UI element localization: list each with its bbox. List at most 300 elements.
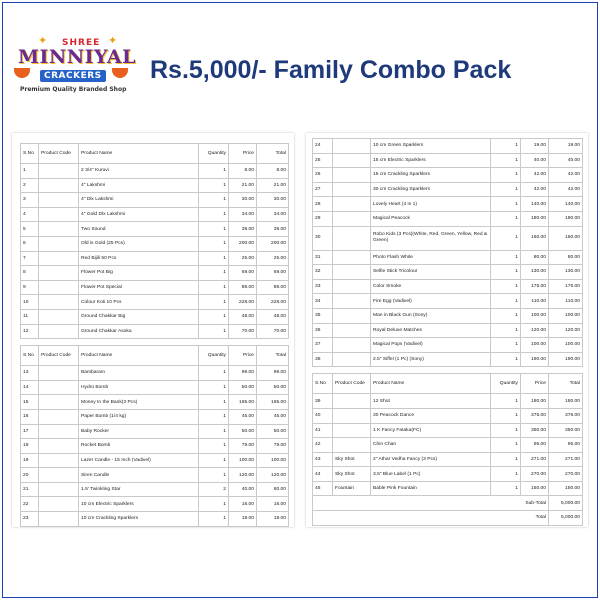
cell-sno: 34	[313, 294, 333, 309]
col-qty: Quantity	[199, 144, 229, 164]
cell-price: 50.00	[229, 380, 257, 395]
cell-name: Money In the Bank(3 Pcs)	[79, 395, 199, 410]
cell-total: 38.00	[257, 222, 289, 237]
cell-price: 140.00	[521, 197, 549, 212]
cell-price: 21.00	[229, 178, 257, 193]
cell-qty: 1	[491, 323, 521, 338]
cell-price: 120.00	[229, 468, 257, 483]
cell-total: 21.00	[257, 178, 289, 193]
table-row	[313, 467, 583, 482]
cell-code	[39, 178, 79, 193]
cell-code	[333, 394, 371, 409]
cell-total: 16.00	[257, 497, 289, 512]
cell-sno: 12	[21, 324, 39, 339]
diya-icon	[112, 68, 128, 78]
cell-qty: 1	[199, 193, 229, 208]
cell-sno: 24	[313, 139, 333, 154]
table-row	[313, 308, 583, 323]
table-row	[21, 395, 289, 410]
cell-sno: 25	[313, 153, 333, 168]
cell-total: 45.00	[257, 409, 289, 424]
cell-total: 19.00	[549, 139, 583, 154]
cell-qty: 1	[199, 251, 229, 266]
cell-code	[333, 423, 371, 438]
cell-name: 12 Shot	[371, 394, 491, 409]
cell-price: 34.00	[229, 207, 257, 222]
table-row	[21, 468, 289, 483]
cell-price: 99.00	[229, 366, 257, 381]
cell-price: 165.00	[229, 395, 257, 410]
cell-sno: 29	[313, 211, 333, 226]
col-name: Product Name	[79, 346, 199, 366]
cell-sno: 8	[21, 266, 39, 281]
cell-name: Siren Candle	[79, 468, 199, 483]
cell-total: 25.00	[257, 251, 289, 266]
table-row	[313, 408, 583, 423]
cell-qty: 1	[199, 453, 229, 468]
cell-sno: 45	[313, 481, 333, 496]
cell-total: 228.00	[257, 295, 289, 310]
cell-code	[333, 323, 371, 338]
table-row	[21, 309, 289, 324]
cell-sno: 28	[313, 197, 333, 212]
cell-name: 30 Peacock Dance	[371, 408, 491, 423]
table-row	[21, 266, 289, 281]
col-sno: S.No	[21, 346, 39, 366]
cell-sno: 33	[313, 279, 333, 294]
table-row	[313, 250, 583, 265]
table-row	[313, 265, 583, 280]
cell-code	[333, 197, 371, 212]
table-row	[21, 295, 289, 310]
cell-qty: 1	[491, 211, 521, 226]
cell-name: 4" Dlx Lakshmi	[79, 193, 199, 208]
cell-name: Magical Pops (Vadivel)	[371, 338, 491, 353]
table-row	[313, 279, 583, 294]
cell-sno: 16	[21, 409, 39, 424]
cell-total: 40.00	[549, 153, 583, 168]
cell-sno: 5	[21, 222, 39, 237]
cell-total: 70.00	[257, 324, 289, 339]
cell-code	[333, 250, 371, 265]
cell-code: Sky Shot	[333, 452, 371, 467]
cell-sno: 27	[313, 182, 333, 197]
cell-code	[333, 226, 371, 250]
cell-code	[333, 182, 371, 197]
cell-name: Flower Pot Special	[79, 280, 199, 295]
cell-sno: 2	[21, 178, 39, 193]
cell-sno: 3	[21, 193, 39, 208]
cell-code	[333, 211, 371, 226]
cell-qty: 1	[491, 452, 521, 467]
cell-total: 100.00	[549, 308, 583, 323]
table-row	[21, 236, 289, 251]
table-row	[313, 423, 583, 438]
cell-sno: 43	[313, 452, 333, 467]
cell-code	[39, 164, 79, 179]
cell-code	[333, 352, 371, 367]
cell-sno: 19	[21, 453, 39, 468]
table-row	[21, 512, 289, 527]
cell-qty: 1	[199, 324, 229, 339]
cell-qty: 1	[491, 279, 521, 294]
cell-code: Sky Shot	[333, 467, 371, 482]
cell-qty: 1	[491, 467, 521, 482]
cell-qty: 1	[199, 497, 229, 512]
cell-total: 50.00	[257, 380, 289, 395]
cell-code	[333, 279, 371, 294]
logo-name: MINNIYAL	[18, 46, 136, 68]
cell-sno: 31	[313, 250, 333, 265]
cell-name: Selfie Stick Tricolour	[371, 265, 491, 280]
cell-code	[39, 512, 79, 527]
total-value: 5,000.00	[549, 511, 583, 526]
cell-total: 270.00	[549, 467, 583, 482]
cell-price: 100.00	[229, 453, 257, 468]
table-row	[313, 211, 583, 226]
cell-qty: 2	[199, 482, 229, 497]
cell-price: 16.00	[229, 497, 257, 512]
cell-name: Flower Pot Big	[79, 266, 199, 281]
cell-code	[333, 408, 371, 423]
cell-price: 350.00	[521, 423, 549, 438]
cell-code	[39, 280, 79, 295]
cell-name: 15 cm Electric Sparklers	[371, 153, 491, 168]
cell-code	[39, 236, 79, 251]
cell-total: 271.00	[549, 452, 583, 467]
cell-name: 1.5' Twinkling Star	[79, 482, 199, 497]
cell-qty: 1	[199, 236, 229, 251]
left-panel	[12, 133, 294, 527]
cell-qty: 1	[491, 139, 521, 154]
cell-name: 30 cm Crackling Sparklers	[371, 182, 491, 197]
cell-total: 100.00	[257, 453, 289, 468]
col-qty: Quantity	[199, 346, 229, 366]
cell-qty: 1	[199, 295, 229, 310]
cell-code	[39, 207, 79, 222]
cell-total: 175.00	[549, 279, 583, 294]
cell-qty: 1	[491, 250, 521, 265]
table-row	[313, 226, 583, 250]
cell-sno: 39	[313, 394, 333, 409]
table-row	[313, 438, 583, 453]
col-sno: S.No	[21, 144, 39, 164]
cell-qty: 1	[491, 197, 521, 212]
cell-price: 190.00	[521, 352, 549, 367]
cell-total: 30.00	[257, 193, 289, 208]
cell-total: 160.00	[549, 226, 583, 250]
cell-sno: 4	[21, 207, 39, 222]
cell-price: 48.00	[229, 309, 257, 324]
cell-total: 150.00	[549, 481, 583, 496]
cell-code	[39, 266, 79, 281]
table-row	[313, 394, 583, 409]
cell-total: 200.00	[257, 236, 289, 251]
cell-code	[39, 409, 79, 424]
cell-qty: 1	[491, 338, 521, 353]
cell-price: 200.00	[229, 236, 257, 251]
cell-code	[39, 366, 79, 381]
col-price: Price	[521, 374, 549, 394]
table-row	[21, 280, 289, 295]
cell-code: Fountain	[333, 481, 371, 496]
page-title: Rs.5,000/- Family Combo Pack	[150, 56, 512, 84]
cell-code	[39, 424, 79, 439]
cell-price: 50.00	[229, 424, 257, 439]
brand-logo	[12, 34, 140, 108]
cell-price: 42.00	[521, 168, 549, 183]
cell-code	[39, 482, 79, 497]
cell-sno: 41	[313, 423, 333, 438]
col-total: Total	[257, 144, 289, 164]
table-row	[313, 182, 583, 197]
cell-qty: 1	[491, 308, 521, 323]
cell-total: 99.00	[257, 366, 289, 381]
cell-qty: 1	[199, 207, 229, 222]
cell-price: 375.00	[521, 408, 549, 423]
table-row	[21, 409, 289, 424]
col-code: Product Code	[39, 346, 79, 366]
cell-name: Two Sound	[79, 222, 199, 237]
cell-price: 45.00	[229, 409, 257, 424]
cell-total: 18.00	[257, 512, 289, 527]
cell-total: 140.00	[549, 197, 583, 212]
table-header-row	[21, 346, 289, 366]
cell-name: Man in Black Gun (Sony)	[371, 308, 491, 323]
cell-name: 2" Athar Vedha Fancy (3 Pcs)	[371, 452, 491, 467]
cell-name: 10 cm Crackling Sparklers	[79, 512, 199, 527]
cell-sno: 10	[21, 295, 39, 310]
cell-sno: 17	[21, 424, 39, 439]
cell-total: 130.00	[549, 265, 583, 280]
diya-icon	[14, 68, 30, 78]
cell-name: Ground Chakkar Big	[79, 309, 199, 324]
cell-total: 350.00	[549, 423, 583, 438]
cell-code	[333, 438, 371, 453]
cell-name: Paper Bomb (1/4 kg)	[79, 409, 199, 424]
cell-qty: 1	[199, 266, 229, 281]
cell-name: 15 cm Crackling Sparklers	[371, 168, 491, 183]
table-header-row	[313, 374, 583, 394]
cell-price: 150.00	[521, 481, 549, 496]
firework-icon: ✦	[38, 34, 48, 47]
cell-qty: 1	[491, 153, 521, 168]
table-row	[313, 338, 583, 353]
cell-price: 8.00	[229, 164, 257, 179]
cell-name: Baby Rocker	[79, 424, 199, 439]
table-row	[21, 453, 289, 468]
cell-total: 375.00	[549, 408, 583, 423]
cell-total: 34.00	[257, 207, 289, 222]
table-row	[313, 139, 583, 154]
right-panel	[306, 133, 588, 527]
cell-sno: 13	[21, 366, 39, 381]
cell-price: 100.00	[521, 338, 549, 353]
cell-qty: 1	[491, 408, 521, 423]
table-row	[21, 482, 289, 497]
cell-qty: 1	[199, 468, 229, 483]
cell-name: Rocket Bomb	[79, 439, 199, 454]
table-row	[21, 207, 289, 222]
cell-code	[39, 468, 79, 483]
cell-name: Color Smoke	[371, 279, 491, 294]
cell-qty: 1	[491, 438, 521, 453]
cell-total: 95.00	[549, 438, 583, 453]
cell-price: 25.00	[229, 251, 257, 266]
cell-sno: 40	[313, 408, 333, 423]
cell-total: 80.00	[257, 482, 289, 497]
cell-total: 69.00	[257, 266, 289, 281]
cell-price: 270.00	[521, 467, 549, 482]
cell-name: 10 cm Green Sparklers	[371, 139, 491, 154]
firework-icon: ✦	[108, 34, 118, 47]
cell-name: Lovely Heart (4 in 1)	[371, 197, 491, 212]
table-row	[21, 193, 289, 208]
table-row	[313, 294, 583, 309]
cell-qty: 1	[491, 226, 521, 250]
cell-code	[333, 168, 371, 183]
cell-price: 95.00	[521, 438, 549, 453]
cell-price: 228.00	[229, 295, 257, 310]
cell-name: 2.5" Siffel (1 Pc) (Sony)	[371, 352, 491, 367]
cell-code	[39, 395, 79, 410]
product-table-left	[20, 143, 289, 527]
cell-code	[39, 295, 79, 310]
cell-code	[39, 380, 79, 395]
subtotal-label: Sub-Total	[313, 496, 549, 511]
cell-total: 180.00	[549, 394, 583, 409]
cell-sno: 32	[313, 265, 333, 280]
cell-qty: 1	[199, 380, 229, 395]
cell-qty: 1	[491, 294, 521, 309]
cell-price: 120.00	[521, 323, 549, 338]
cell-name: Royal Deluxe Matches	[371, 323, 491, 338]
cell-price: 30.00	[229, 193, 257, 208]
cell-sno: 18	[21, 439, 39, 454]
cell-qty: 1	[491, 481, 521, 496]
cell-price: 40.00	[229, 482, 257, 497]
cell-qty: 1	[199, 424, 229, 439]
cell-price: 100.00	[521, 308, 549, 323]
cell-code	[333, 153, 371, 168]
cell-sno: 26	[313, 168, 333, 183]
cell-qty: 1	[199, 309, 229, 324]
cell-price: 79.00	[229, 439, 257, 454]
cell-sno: 42	[313, 438, 333, 453]
cell-qty: 1	[199, 164, 229, 179]
cell-price: 271.00	[521, 452, 549, 467]
cell-qty: 1	[491, 265, 521, 280]
cell-price: 80.00	[521, 250, 549, 265]
col-code: Product Code	[39, 144, 79, 164]
table-header-row	[21, 144, 289, 164]
cell-total: 79.00	[257, 439, 289, 454]
cell-sno: 1	[21, 164, 39, 179]
cell-total: 42.00	[549, 182, 583, 197]
cell-name: Bable Pink Fountain	[371, 481, 491, 496]
cell-name: Lazer Candle - 15 Inch (Vadivel)	[79, 453, 199, 468]
cell-name: Robo Kids (3 Pcs)(White, Red, Green, Yellow, Red & Green)	[371, 226, 491, 250]
cell-qty: 1	[199, 512, 229, 527]
cell-total: 190.00	[549, 352, 583, 367]
cell-price: 70.00	[229, 324, 257, 339]
cell-price: 180.00	[521, 394, 549, 409]
cell-code	[39, 439, 79, 454]
cell-price: 175.00	[521, 279, 549, 294]
col-price: Price	[229, 346, 257, 366]
logo-shree: SHREE	[62, 38, 101, 48]
cell-price: 69.00	[229, 266, 257, 281]
cell-name: Magical Peacock	[371, 211, 491, 226]
cell-name: Bambaram	[79, 366, 199, 381]
cell-code	[39, 324, 79, 339]
cell-price: 130.00	[521, 265, 549, 280]
table-row	[21, 366, 289, 381]
col-total: Total	[549, 374, 583, 394]
subtotal-value: 5,000.00	[549, 496, 583, 511]
cell-sno: 15	[21, 395, 39, 410]
cell-sno: 44	[313, 467, 333, 482]
total-row	[313, 511, 583, 526]
cell-qty: 1	[199, 280, 229, 295]
cell-qty: 1	[491, 423, 521, 438]
cell-total: 42.00	[549, 168, 583, 183]
cell-sno: 7	[21, 251, 39, 266]
cell-total: 8.00	[257, 164, 289, 179]
table-row	[313, 481, 583, 496]
table-row	[21, 222, 289, 237]
cell-total: 48.00	[257, 309, 289, 324]
cell-total: 88.00	[257, 280, 289, 295]
cell-sno: 9	[21, 280, 39, 295]
cell-name: 2 3/4" Kuruvi	[79, 164, 199, 179]
total-label: Total	[313, 511, 549, 526]
cell-name: Ground Chakkar Asoka	[79, 324, 199, 339]
cell-price: 110.00	[521, 294, 549, 309]
cell-code	[333, 308, 371, 323]
cell-qty: 1	[199, 178, 229, 193]
table-row	[21, 380, 289, 395]
cell-total: 120.00	[549, 323, 583, 338]
cell-sno: 38	[313, 352, 333, 367]
table-row	[21, 164, 289, 179]
cell-price: 160.00	[521, 226, 549, 250]
cell-code	[39, 497, 79, 512]
cell-price: 38.00	[229, 222, 257, 237]
cell-name: Colour Koti 10 Pcs	[79, 295, 199, 310]
cell-code	[39, 193, 79, 208]
table-row	[313, 153, 583, 168]
table-row	[313, 352, 583, 367]
table-row	[21, 497, 289, 512]
cell-sno: 21	[21, 482, 39, 497]
cell-sno: 20	[21, 468, 39, 483]
cell-code	[333, 139, 371, 154]
cell-name: 10 cm Electric Sparklers	[79, 497, 199, 512]
cell-code	[333, 294, 371, 309]
product-table-right	[312, 138, 583, 526]
cell-total: 180.00	[549, 211, 583, 226]
cell-price: 180.00	[521, 211, 549, 226]
cell-price: 42.00	[521, 182, 549, 197]
cell-total: 165.00	[257, 395, 289, 410]
logo-crackers: CRACKERS	[40, 70, 106, 82]
table-row	[21, 439, 289, 454]
cell-code	[39, 251, 79, 266]
table-row	[313, 323, 583, 338]
subtotal-row	[313, 496, 583, 511]
cell-code	[39, 453, 79, 468]
